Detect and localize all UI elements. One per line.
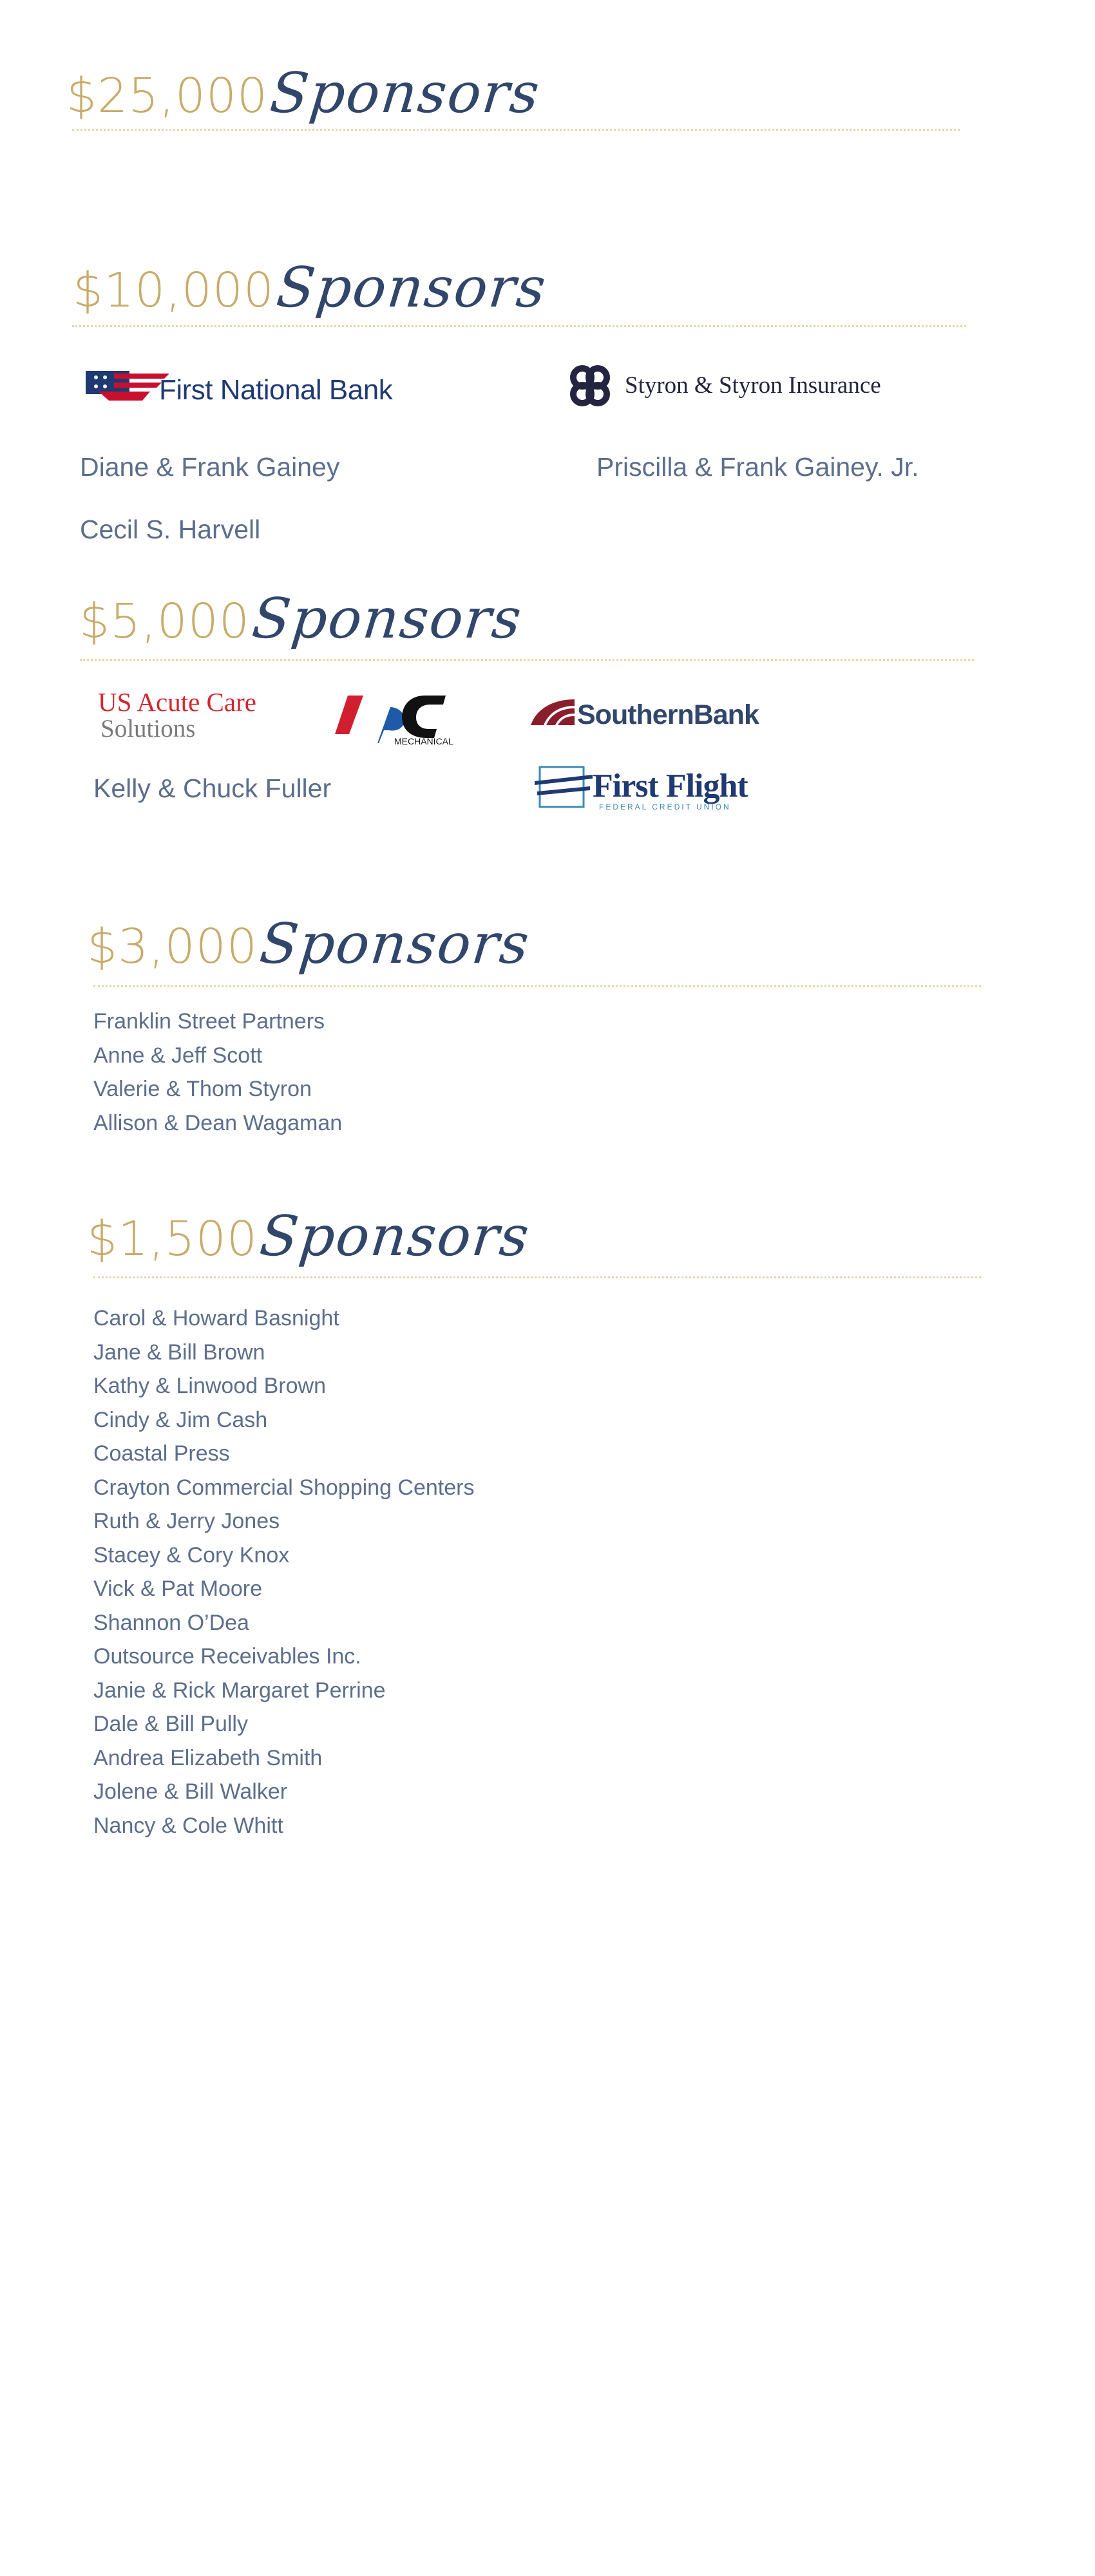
tier-3000-heading bbox=[87, 912, 533, 976]
southern-bank-logo bbox=[529, 694, 826, 730]
list-item: Janie & Rick Margaret Perrine bbox=[93, 1678, 386, 1703]
list-item: Allison & Dean Wagaman bbox=[93, 1110, 343, 1135]
tier-label: Sponsors bbox=[249, 587, 526, 651]
first-national-bank-logo bbox=[86, 367, 421, 412]
us-acute-care-logo bbox=[98, 688, 265, 742]
styron-insurance-text: Styron & Styron Insurance bbox=[625, 372, 881, 399]
tier-divider bbox=[93, 1276, 981, 1278]
tier-amount: $5,000 bbox=[79, 594, 250, 649]
tier-divider bbox=[93, 985, 981, 987]
tier-divider bbox=[80, 659, 974, 661]
tier-1500-heading bbox=[87, 1204, 533, 1269]
list-item: Outsource Receivables Inc. bbox=[93, 1644, 361, 1669]
first-national-bank-text: First National Bank bbox=[159, 374, 393, 406]
sponsor-name: Cecil S. Harvell bbox=[80, 515, 261, 544]
tier-amount: $10,000 bbox=[73, 263, 275, 318]
list-item: Kathy & Linwood Brown bbox=[93, 1374, 326, 1398]
list-item: Jolene & Bill Walker bbox=[93, 1779, 288, 1804]
tier-25000-heading bbox=[66, 61, 544, 126]
sponsor-list-3000 bbox=[93, 1005, 342, 1140]
list-item: Valerie & Thom Styron bbox=[93, 1077, 312, 1101]
us-acute-care-line1: US Acute Care bbox=[98, 688, 256, 717]
list-item: Franklin Street Partners bbox=[93, 1009, 325, 1034]
tier-divider bbox=[72, 129, 960, 131]
southern-bank-text: SouthernBank bbox=[577, 699, 759, 730]
tier-label: Sponsors bbox=[273, 256, 550, 320]
tier-amount: $25,000 bbox=[66, 68, 269, 124]
list-item: Carol & Howard Basnight bbox=[93, 1306, 339, 1331]
tier-label: Sponsors bbox=[256, 912, 533, 976]
tier-5000-heading bbox=[79, 587, 526, 651]
tier-amount: $1,500 bbox=[87, 1211, 258, 1267]
list-item: Ruth & Jerry Jones bbox=[93, 1509, 280, 1533]
sponsor-name: Diane & Frank Gainey bbox=[80, 452, 340, 482]
list-item: Coastal Press bbox=[93, 1441, 230, 1466]
first-flight-subtext: FEDERAL CREDIT UNION bbox=[599, 802, 731, 811]
sponsor-list-1500 bbox=[93, 1302, 474, 1842]
list-item: Shannon O’Dea bbox=[93, 1610, 249, 1635]
styron-insurance-logo bbox=[567, 362, 928, 413]
tier-label: Sponsors bbox=[256, 1204, 533, 1269]
list-item: Jane & Bill Brown bbox=[93, 1340, 265, 1365]
sponsor-name: Priscilla & Frank Gainey. Jr. bbox=[596, 452, 919, 482]
first-flight-logo bbox=[535, 763, 792, 815]
tier-label: Sponsors bbox=[267, 61, 544, 126]
spc-mechanical-logo bbox=[328, 684, 464, 746]
list-item: Vick & Pat Moore bbox=[93, 1577, 263, 1601]
list-item: Anne & Jeff Scott bbox=[93, 1043, 263, 1068]
tier-amount: $3,000 bbox=[87, 919, 258, 974]
us-acute-care-line2: Solutions bbox=[100, 715, 196, 742]
list-item: Nancy & Cole Whitt bbox=[93, 1813, 283, 1838]
tier-divider bbox=[72, 325, 966, 327]
sponsor-name: Kelly & Chuck Fuller bbox=[93, 773, 332, 803]
tier-10000-heading bbox=[73, 256, 550, 320]
list-item: Crayton Commercial Shopping Centers bbox=[93, 1475, 475, 1500]
list-item: Andrea Elizabeth Smith bbox=[93, 1745, 323, 1770]
list-item: Dale & Bill Pully bbox=[93, 1712, 248, 1736]
list-item: Stacey & Cory Knox bbox=[93, 1542, 290, 1567]
spc-subtext: MECHANICAL bbox=[394, 736, 453, 746]
first-flight-text: First Flight bbox=[593, 768, 748, 804]
list-item: Cindy & Jim Cash bbox=[93, 1407, 268, 1432]
